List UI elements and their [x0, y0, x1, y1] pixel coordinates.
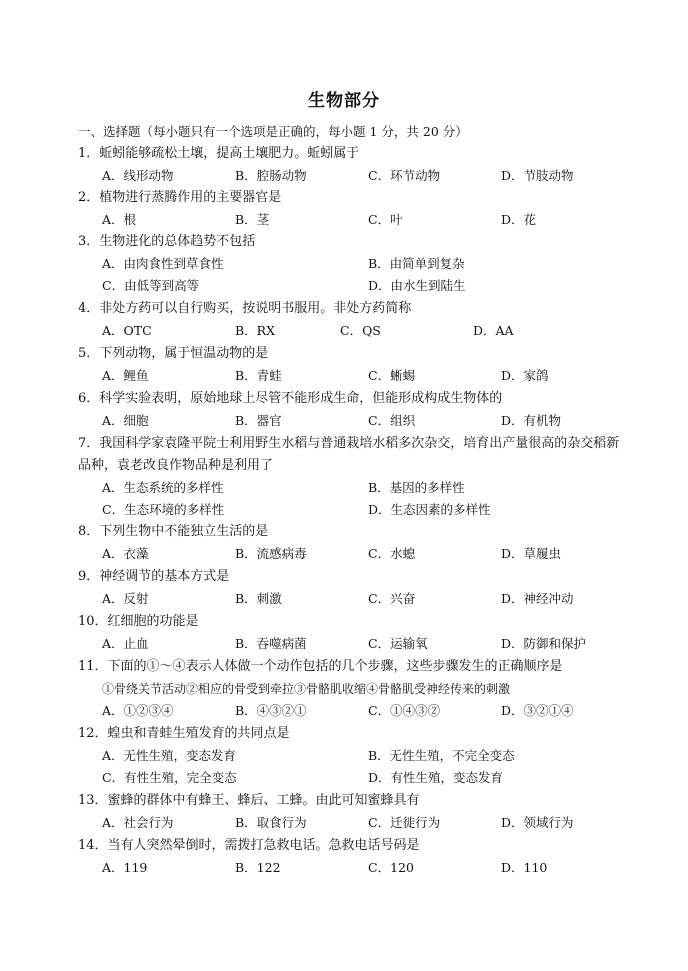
- question-3: [78, 231, 623, 297]
- option-b: B．取食行为: [235, 815, 307, 830]
- option-d: D．神经冲动: [501, 591, 574, 606]
- question-stem: 13．蜜蜂的群体中有蜂王、蜂后、工蜂。由此可知蜜蜂具有: [78, 793, 420, 808]
- question-options: [78, 857, 623, 879]
- option-b: B．基因的多样性: [368, 480, 465, 495]
- option-c: C．迁徙行为: [368, 815, 441, 830]
- question-12: [78, 723, 623, 789]
- option-d: D．花: [501, 212, 537, 227]
- option-b: B．腔肠动物: [235, 168, 307, 183]
- option-d: D．生态因素的多样性: [368, 502, 491, 517]
- question-options: [78, 275, 623, 297]
- option-c: C．120: [368, 860, 414, 875]
- question-options: [78, 588, 623, 610]
- question-options: [78, 499, 623, 521]
- question-stem: 11．下面的①～④表示人体做一个动作包括的几个步骤，这些步骤发生的正确顺序是: [78, 659, 563, 674]
- option-b: B．吞噬病菌: [235, 636, 307, 651]
- question-7: [78, 433, 623, 521]
- option-d: D．③②①④: [501, 703, 574, 718]
- option-a: A．线形动物: [102, 168, 174, 183]
- question-options: [78, 543, 623, 565]
- option-c: C．①④③②: [368, 703, 441, 718]
- question-stem: 4．非处方药可以自行购买，按说明书服用。非处方药简称: [78, 301, 412, 316]
- option-b: B．刺激: [235, 591, 282, 606]
- option-b: B．由简单到复杂: [368, 256, 465, 271]
- question-stem: 10．红细胞的功能是: [78, 614, 199, 629]
- question-1: [78, 143, 623, 187]
- question-4: [78, 298, 623, 342]
- question-options: [78, 320, 623, 342]
- option-a: A．无性生殖，变态发育: [102, 748, 237, 763]
- option-a: A．OTC: [102, 323, 152, 338]
- question-2: [78, 187, 623, 231]
- option-b: B．RX: [235, 323, 275, 338]
- option-d: D．草履虫: [501, 546, 562, 561]
- question-stem: 14．当有人突然晕倒时，需拨打急救电话。急救电话号码是: [78, 838, 420, 853]
- option-d: D．有性生殖，变态发育: [368, 770, 504, 785]
- option-b: B．茎: [235, 212, 270, 227]
- question-options: [78, 700, 623, 722]
- question-9: [78, 566, 623, 610]
- question-stem: 2．植物进行蒸腾作用的主要器官是: [78, 190, 282, 205]
- option-c: C．叶: [368, 212, 403, 227]
- question-stem: 5．下列动物，属于恒温动物的是: [78, 346, 269, 361]
- question-options: [78, 165, 623, 187]
- option-a: A．细胞: [102, 413, 149, 428]
- option-d: D．有机物: [501, 413, 562, 428]
- question-stem: 6．科学实验表明，原始地球上尽管不能形成生命，但能形成构成生物体的: [78, 391, 503, 406]
- option-c: C．组织: [368, 413, 416, 428]
- question-stem: 8．下列生物中不能独立生活的是: [78, 524, 269, 539]
- option-a: A．119: [102, 860, 148, 875]
- option-a: A．生态系统的多样性: [102, 480, 224, 495]
- question-options: [78, 745, 623, 767]
- option-d: D．领域行为: [501, 815, 574, 830]
- question-5: [78, 343, 623, 387]
- question-options: [78, 767, 623, 789]
- question-options: [78, 253, 623, 275]
- question-stem: 3．生物进化的总体趋势不包括: [78, 234, 256, 249]
- option-b: B．无性生殖，不完全变态: [368, 748, 515, 763]
- option-c: C．有性生殖，完全变态: [102, 770, 237, 785]
- option-a: A．鲤鱼: [102, 368, 149, 383]
- question-options: [78, 365, 623, 387]
- option-d: D．家鸽: [501, 368, 549, 383]
- question-options: [78, 410, 623, 432]
- option-b: B．器官: [235, 413, 282, 428]
- option-a: A．根: [102, 212, 137, 227]
- option-c: C．运输氧: [368, 636, 428, 651]
- option-b: B．青蛙: [235, 368, 282, 383]
- question-stem: 1．蚯蚓能够疏松土壤，提高土壤肥力。蚯蚓属于: [78, 146, 360, 161]
- option-b: B．流感病毒: [235, 546, 307, 561]
- option-b: B．122: [235, 860, 281, 875]
- section-heading: 一、选择题（每小题只有一个选项是正确的，每小题 1 分，共 20 分）: [78, 124, 468, 139]
- question-6: [78, 388, 623, 432]
- option-c: C．水螅: [368, 546, 416, 561]
- question-options: [78, 477, 623, 499]
- option-d: D．由水生到陆生: [368, 278, 466, 293]
- question-options: [78, 812, 623, 834]
- option-c: C．兴奋: [368, 591, 416, 606]
- option-c: C．蜥蜴: [368, 368, 416, 383]
- question-steps: ①骨绕关节活动②相应的骨受到牵拉③骨骼肌收缩④骨骼肌受神经传来的刺激: [102, 682, 511, 696]
- option-d: D．AA: [473, 323, 514, 338]
- option-a: A．①②③④: [102, 703, 174, 718]
- question-13: [78, 790, 623, 834]
- page-title: 生物部分: [308, 91, 380, 111]
- question-options: [78, 633, 623, 655]
- question-stem: 7．我国科学家袁隆平院士利用野生水稻与普通栽培水稻多次杂交，培育出产量很高的杂交稻新品种，袁老改良作物品种是利用了: [78, 436, 620, 473]
- option-a: A．止血: [102, 636, 149, 651]
- question-10: [78, 611, 623, 655]
- option-a: A．社会行为: [102, 815, 174, 830]
- question-options: [78, 209, 623, 231]
- question-11: [78, 656, 623, 722]
- option-c: C．环节动物: [368, 168, 441, 183]
- option-d: D．防御和保护: [501, 636, 587, 651]
- option-d: D．节肢动物: [501, 168, 574, 183]
- question-stem: 12．蝗虫和青蛙生殖发育的共同点是: [78, 726, 290, 741]
- question-stem: 9．神经调节的基本方式是: [78, 569, 230, 584]
- option-b: B．④③②①: [235, 703, 307, 718]
- option-a: A．由肉食性到草食性: [102, 256, 224, 271]
- option-c: C．QS: [340, 323, 381, 338]
- option-d: D．110: [501, 860, 548, 875]
- option-a: A．衣藻: [102, 546, 149, 561]
- option-a: A．反射: [102, 591, 149, 606]
- question-8: [78, 521, 623, 565]
- option-c: C．由低等到高等: [102, 278, 200, 293]
- option-c: C．生态环境的多样性: [102, 502, 225, 517]
- question-14: [78, 835, 623, 879]
